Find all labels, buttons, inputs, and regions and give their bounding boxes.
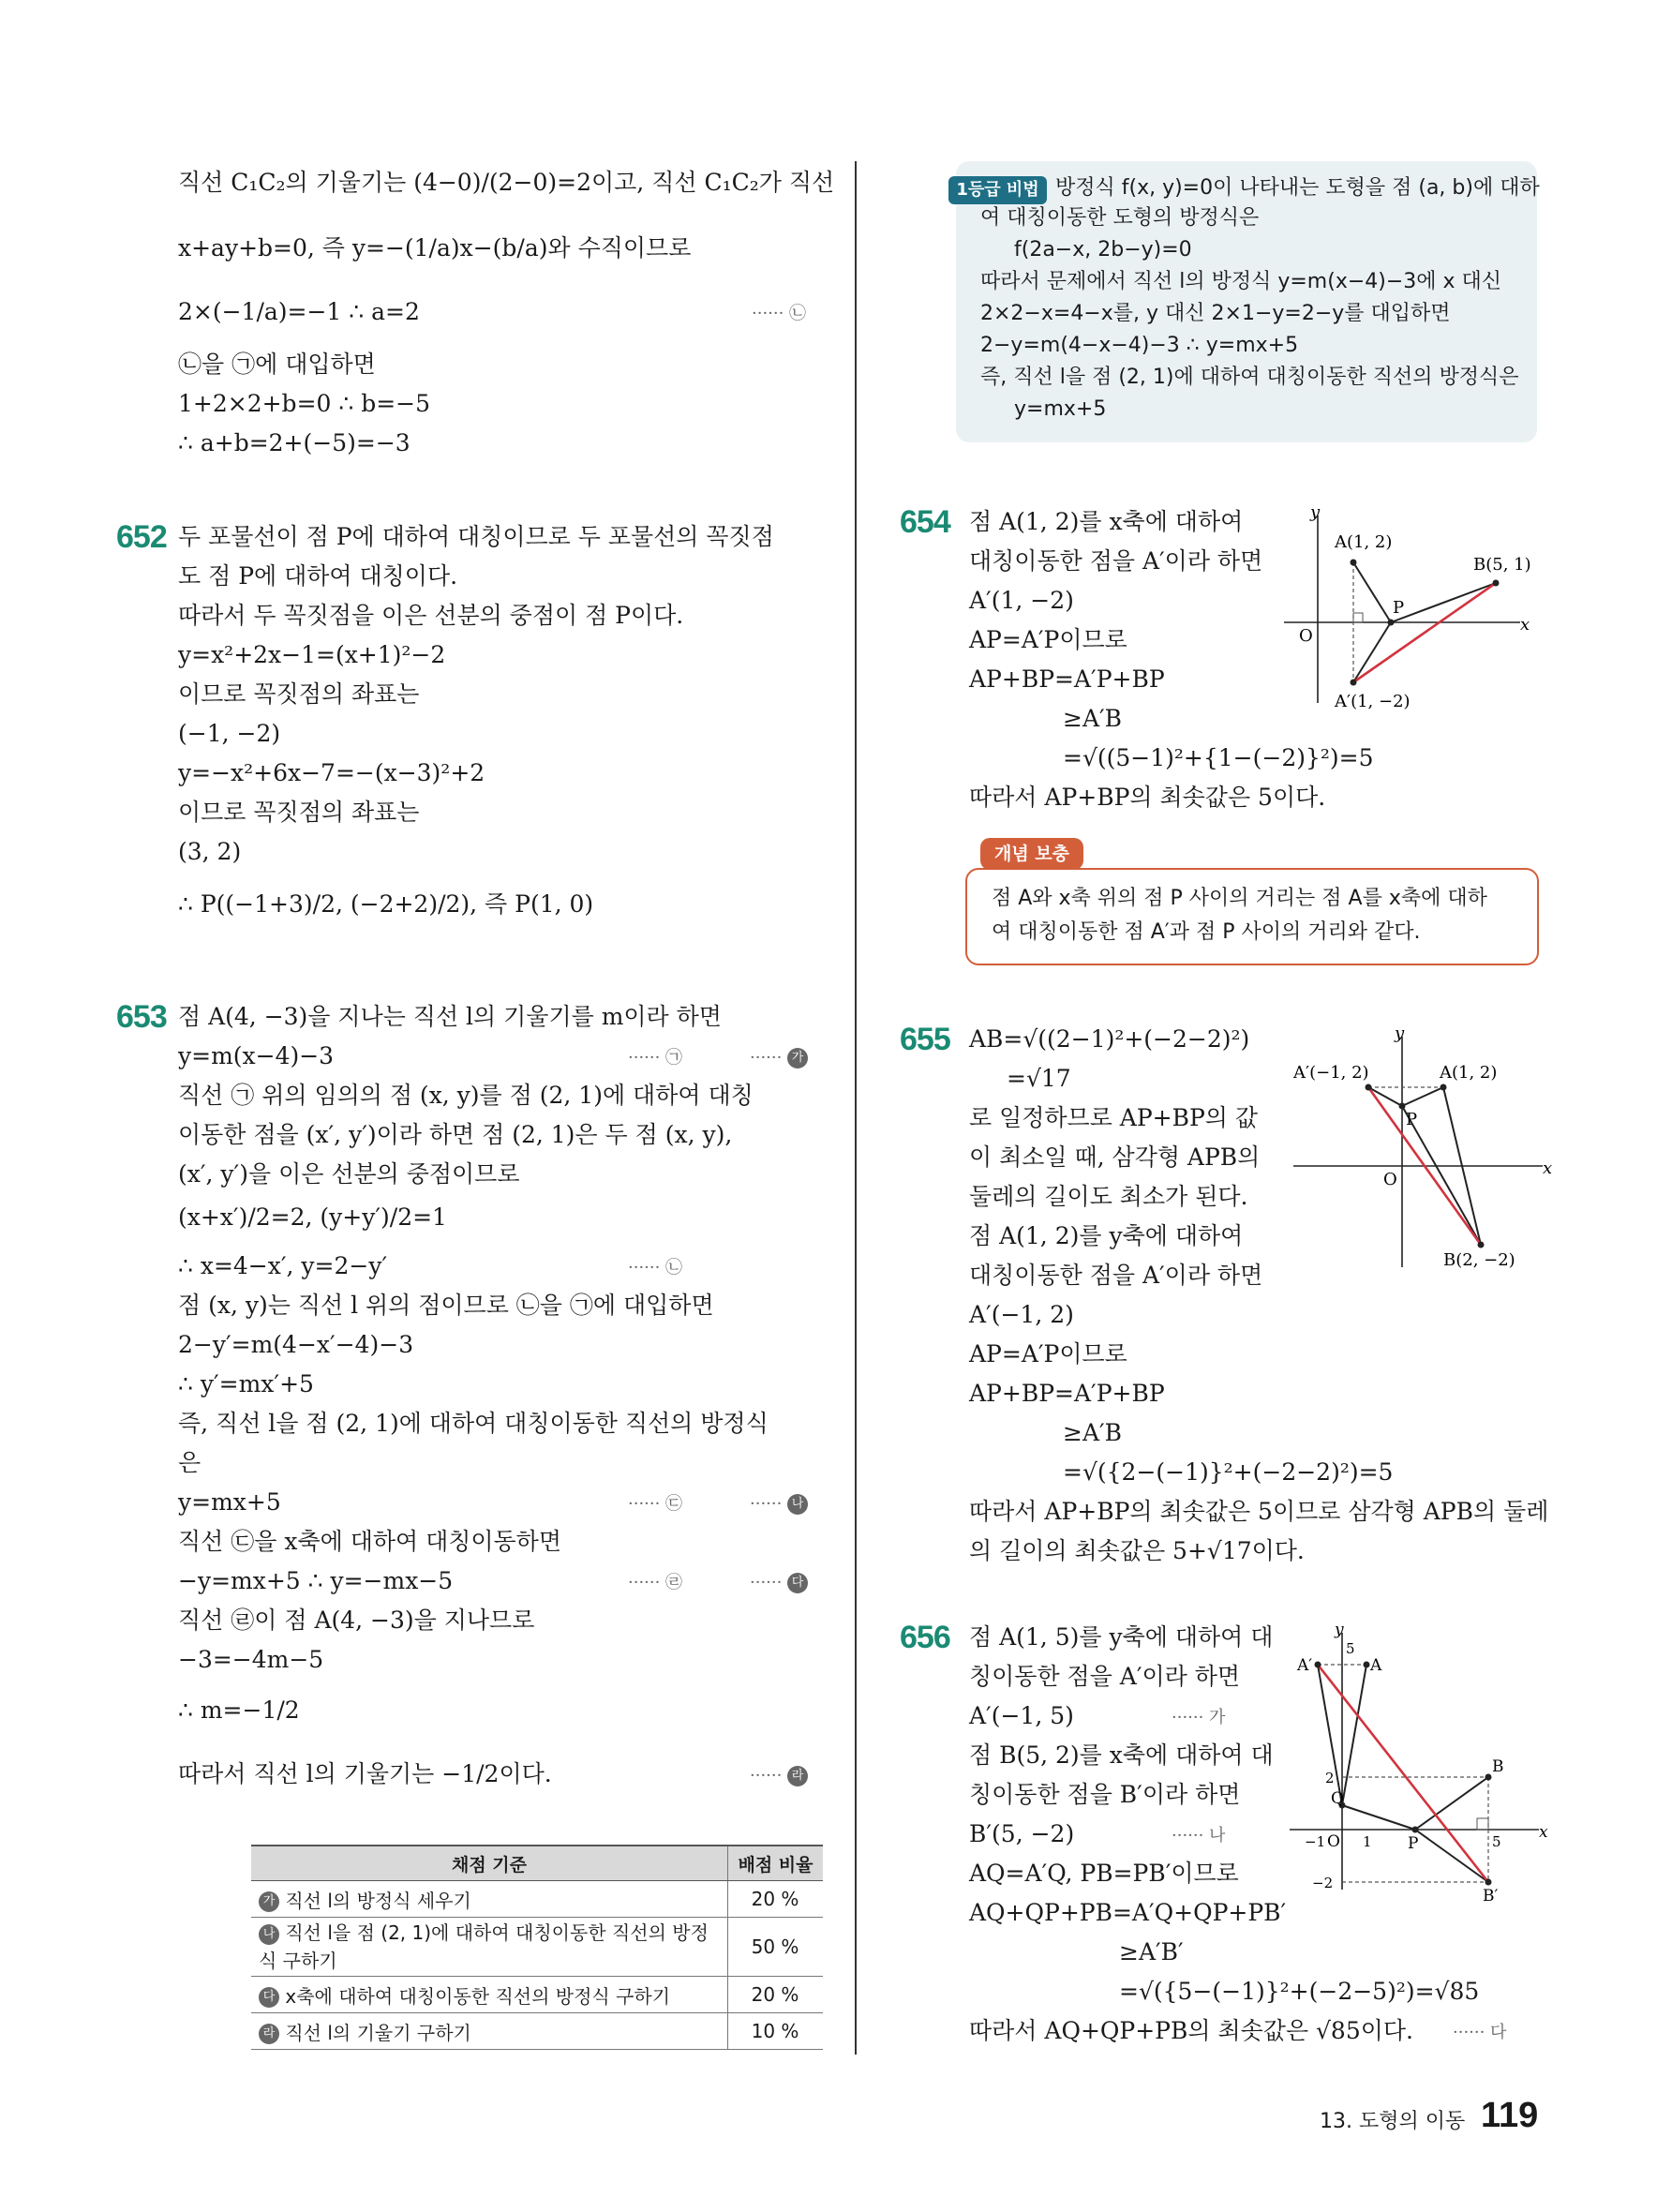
solution-line: AP+BP=A′P+BP [969,1380,1165,1407]
solution-line: 이동한 점을 (x′, y′)이라 하면 점 (2, 1)은 두 점 (x, y), [178,1121,733,1148]
solution-line: AQ+QP+PB=A′Q+QP+PB′ [969,1899,1287,1926]
equation-tag: ······ ㉠ [628,1048,683,1068]
solution-line: A′(−1, 2) [969,1301,1074,1328]
figure-655 [1293,1024,1556,1270]
solution-line: 점 A(1, 2)를 x축에 대하여 [969,508,1244,535]
solution-line: 직선 ㉠ 위의 임의의 점 (x, y)를 점 (2, 1)에 대하여 대칭 [178,1082,754,1109]
hint-line: 2−y=m(4−x−4)−3 ∴ y=mx+5 [980,334,1299,357]
y-label: y [1335,1621,1344,1639]
segment-qp [1342,1805,1415,1830]
solution-line: 칭이동한 점을 B′이라 하면 [969,1781,1241,1808]
segment-aq [1342,1665,1366,1805]
right-angle-mark [1353,613,1363,622]
equation-tag: ······ ㉣ [628,1573,683,1592]
segment-a2p [1368,1087,1402,1106]
problem-number-653: 653 [116,999,167,1035]
tick-2-y: 2 [1325,1770,1335,1786]
solution-line: 로 일정하므로 AP+BP의 값 [969,1104,1259,1131]
solution-line: y=mx+5 [178,1488,281,1516]
solution-line: B′(5, −2) [969,1820,1075,1847]
solution-line: =√({2−(−1)}²+(−2−2)²)=5 [1063,1458,1394,1486]
solution-line: 2−y′=m(4−x′−4)−3 [178,1331,414,1358]
solution-line: 대칭이동한 점을 A′이라 하면 [969,547,1263,575]
q-label: Q [1331,1789,1344,1808]
step-mark: ······ 다 [750,1569,808,1597]
hint-line: 2×2−x=4−x를, y 대신 2×1−y=2−y를 대입하면 [980,302,1451,325]
x-label: x [1520,615,1530,635]
table-header: 배점 비율 [728,1846,824,1881]
solution-line: y=x²+2x−1=(x+1)²−2 [178,641,446,668]
hint-badge: 1등급 비법 [948,176,1047,204]
a-prime-label: A′ [1297,1656,1313,1675]
concept-line: 점 A와 x축 위의 점 P 사이의 거리는 점 A를 x축에 대하 [992,887,1487,910]
solution-line: ∴ x=4−x′, y=2−y′ [178,1252,388,1279]
step-mark: ······ 라 [750,1762,808,1790]
solution-line: 두 포물선이 점 P에 대하여 대칭이므로 두 포물선의 꼭짓점 [178,523,774,550]
solution-line: 점 A(1, 2)를 y축에 대하여 [969,1222,1244,1249]
p-label: P [1393,598,1405,618]
page-number: 119 [1481,2096,1539,2135]
tick-5-y: 5 [1346,1640,1355,1657]
solution-line: ∴ y′=mx′+5 [178,1370,314,1397]
point-a-prime [1366,1084,1372,1091]
a-prime-label: A′(−1, 2) [1293,1063,1369,1083]
scoring-table [251,1845,823,2050]
figure-656 [1290,1621,1561,1906]
solution-line: 이므로 꼭짓점의 좌표는 [178,799,420,826]
solution-line: 즉, 직선 l을 점 (2, 1)에 대하여 대칭이동한 직선의 방정식 [178,1410,769,1437]
tick-minus1-x: −1 [1305,1833,1326,1850]
solution-line: −y=mx+5 ∴ y=−mx−5 [178,1567,454,1594]
point-b [1485,1774,1492,1781]
equation-tag: ······ 가 [1172,1708,1226,1727]
solution-line: 은 [178,1449,202,1476]
solution-line: 따라서 AQ+QP+PB의 최솟값은 √85이다. [969,2017,1413,2044]
equation-tag: ······ ㉡ [628,1258,683,1278]
problem-number-656: 656 [900,1620,950,1655]
tick-1-x: 1 [1363,1833,1372,1850]
right-angle-mark [1477,1818,1488,1830]
origin-label: O [1383,1170,1397,1189]
solution-line: =√((5−1)²+{1−(−2)}²)=5 [1063,744,1374,771]
solution-line: 둘레의 길이도 최소가 된다. [969,1183,1248,1210]
solution-line: AP=A′P이므로 [969,626,1127,653]
step-mark: ······ 가 [750,1044,808,1072]
hint-line: f(2a−x, 2b−y)=0 [1014,238,1192,262]
solution-line: AP=A′P이므로 [969,1340,1127,1368]
solution-line: ㉡을 ㉠에 대입하면 [178,351,376,378]
tick-5-x: 5 [1492,1833,1501,1850]
solution-line: ≥A′B [1063,1419,1123,1446]
solution-line: 따라서 직선 l의 기울기는 −1/2이다. [178,1760,552,1787]
solution-line: 점 A(1, 5)를 y축에 대하여 대 [969,1623,1274,1651]
point-b-prime [1485,1879,1492,1886]
figure-654 [1275,502,1546,722]
solution-line: 점 B(5, 2)를 x축에 대하여 대 [969,1741,1274,1769]
solution-line: A′(1, −2) [969,587,1074,614]
hint-line: y=mx+5 [1014,397,1107,421]
solution-line: 직선 ㉢을 x축에 대하여 대칭이동하면 [178,1528,561,1555]
problem-number-652: 652 [116,519,167,555]
b-prime-label: B′ [1483,1887,1499,1906]
solution-line: 따라서 두 꼭짓점을 이은 선분의 중점이 점 P이다. [178,602,684,629]
hint-line: 여 대칭이동한 도형의 방정식은 [980,206,1260,230]
concept-badge: 개념 보충 [980,838,1083,870]
table-row: 나 직선 l을 점 (2, 1)에 대하여 대칭이동한 직선의 방정식 구하기 50 % [251,1918,823,1977]
solution-line: ∴ m=−1/2 [178,1696,300,1724]
solution-line: −3=−4m−5 [178,1646,324,1673]
solution-line: 따라서 AP+BP의 최솟값은 5이다. [969,784,1326,811]
y-label: y [1395,1024,1405,1043]
hint-line: 따라서 문제에서 직선 l의 방정식 y=m(x−4)−3에 x 대신 [980,270,1502,293]
origin-label: O [1327,1832,1340,1851]
solution-line: AP+BP=A′P+BP [969,665,1165,693]
point-p [1399,1103,1406,1110]
table-row: 가 직선 l의 방정식 세우기 20 % [251,1881,823,1918]
point-b [1478,1242,1485,1248]
a-label: A(1, 2) [1335,532,1393,552]
solution-line: 이 최소일 때, 삼각형 APB의 [969,1143,1261,1171]
solution-line: 따라서 AP+BP의 최솟값은 5이므로 삼각형 APB의 둘레 [969,1498,1549,1525]
solution-line: ≥A′B [1063,705,1123,732]
x-label: x [1539,1823,1548,1842]
a-label: A(1, 2) [1440,1063,1498,1083]
equation-tag: ······ ㉢ [628,1494,683,1514]
point-b [1493,580,1500,587]
solution-line: AQ=A′Q, PB=PB′이므로 [969,1860,1239,1887]
equation-tag: ······ 다 [1453,2023,1507,2042]
solution-line: y=−x²+6x−7=−(x−3)²+2 [178,759,485,786]
segment-ap [1402,1087,1443,1106]
point-a [1441,1084,1447,1091]
solution-line: (x+x′)/2=2, (y+y′)/2=1 [178,1203,447,1231]
column-divider [855,161,857,2055]
b-label: B(5, 1) [1473,555,1531,575]
segment-pb [1391,583,1496,622]
solution-line: 점 A(4, −3)을 지나는 직선 l의 기울기를 m이라 하면 [178,1003,722,1030]
concept-box [965,868,1539,965]
point-a-prime [1315,1662,1321,1668]
solution-line: =√({5−(−1)}²+(−2−5)²)=√85 [1119,1978,1480,2005]
equation-tag: ······ 나 [1172,1826,1226,1846]
b-label: B [1492,1757,1504,1776]
p-label: P [1408,1834,1419,1853]
table-row: 라 직선 l의 기울기 구하기 10 % [251,2013,823,2050]
solution-line: (3, 2) [178,838,242,865]
b-label: B(2, −2) [1443,1250,1515,1270]
solution-line: y=m(x−4)−3 [178,1042,335,1069]
solution-line: ∴ P((−1+3)/2, (−2+2)/2), 즉 P(1, 0) [178,890,594,918]
hint-line: 방정식 f(x, y)=0이 나타내는 도형을 점 (a, b)에 대하 [1055,176,1540,200]
segment-a2b2 [1318,1665,1488,1882]
segment-pb-prime [1415,1830,1488,1882]
concept-line: 여 대칭이동한 점 A′과 점 P 사이의 거리와 같다. [992,920,1421,944]
point-a-prime [1351,680,1357,686]
solution-line: ≥A′B′ [1119,1938,1184,1965]
solution-line: 대칭이동한 점을 A′이라 하면 [969,1262,1263,1289]
tick-minus2-y: −2 [1312,1875,1334,1891]
equation-tag: ······ ㉡ [752,304,807,323]
problem-number-655: 655 [900,1022,950,1057]
point-a [1364,1662,1370,1668]
solution-line: AB=√((2−1)²+(−2−2)²) [969,1025,1250,1053]
solution-line: 1+2×2+b=0 ∴ b=−5 [178,390,431,417]
point-a [1351,560,1357,566]
origin-label: O [1299,626,1313,646]
solution-line: 의 길이의 최솟값은 5+√17이다. [969,1537,1305,1564]
step-mark: ······ 나 [750,1490,808,1518]
y-label: y [1310,502,1321,522]
p-label: P [1406,1110,1418,1129]
problem-number-654: 654 [900,504,950,540]
chapter-title: 13. 도형의 이동 [1320,2110,1466,2133]
solution-line: ∴ a+b=2+(−5)=−3 [178,429,411,456]
solution-line: 직선 C₁C₂의 기울기는 (4−0)/(2−0)=2이고, 직선 C₁C₂가 직선 [178,169,835,196]
solution-line: (−1, −2) [178,720,281,747]
solution-line: =√17 [1007,1065,1071,1092]
x-label: x [1543,1158,1553,1178]
solution-line: 점 (x, y)는 직선 l 위의 점이므로 ㉡을 ㉠에 대입하면 [178,1292,714,1319]
table-row: 다 x축에 대하여 대칭이동한 직선의 방정식 구하기 20 % [251,1977,823,2013]
solution-line: x+ay+b=0, 즉 y=−(1/a)x−(b/a)와 수직이므로 [178,234,692,262]
point-p [1412,1827,1419,1833]
solution-line: 직선 ㉣이 점 A(4, −3)을 지나므로 [178,1607,535,1634]
solution-line: 이므로 꼭짓점의 좌표는 [178,680,420,708]
hint-line: 즉, 직선 l을 점 (2, 1)에 대하여 대칭이동한 직선의 방정식은 [980,366,1519,389]
solution-line: A′(−1, 5) [969,1702,1074,1729]
solution-line: (x′, y′)을 이은 선분의 중점이므로 [178,1160,520,1188]
segment-a2p [1353,622,1391,682]
solution-line: 2×(−1/a)=−1 ∴ a=2 [178,298,420,325]
solution-line: 도 점 P에 대하여 대칭이다. [178,562,458,590]
solution-line: 칭이동한 점을 A′이라 하면 [969,1663,1241,1690]
table-header: 채점 기준 [251,1846,728,1881]
a-label: A [1370,1656,1382,1675]
a-prime-label: A′(1, −2) [1335,692,1411,711]
point-p [1388,620,1395,626]
